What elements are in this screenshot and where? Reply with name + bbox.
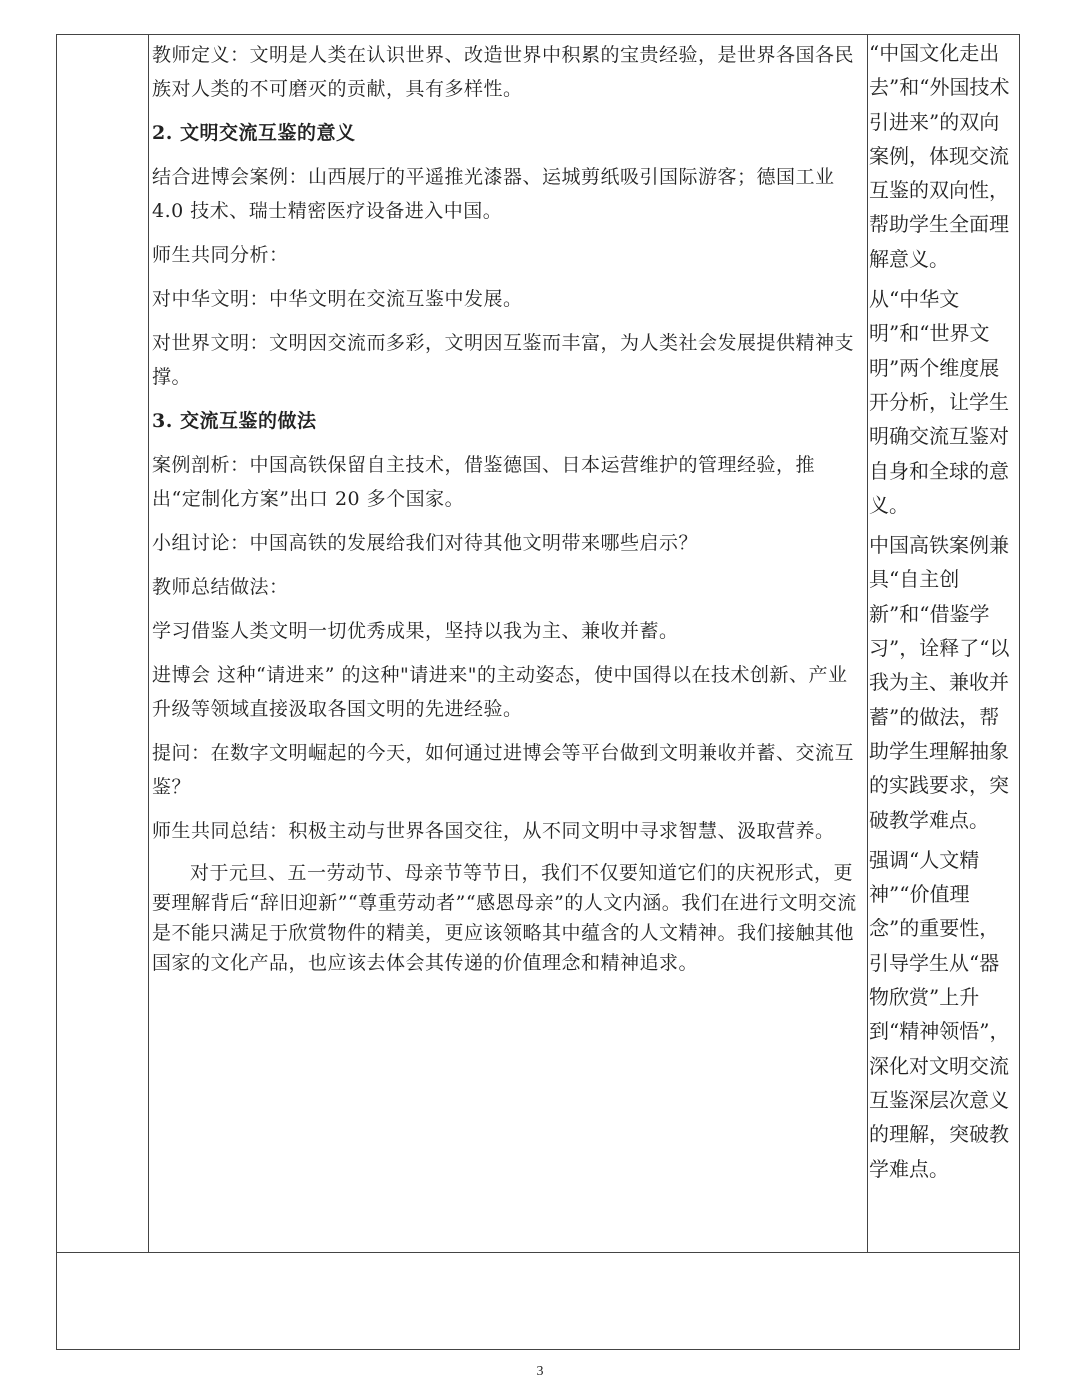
- page-number: 3: [536, 1364, 544, 1379]
- teaching-process-column: [152, 38, 864, 988]
- paragraph: 结合进博会案例：山西展厅的平遥推光漆器、运城剪纸吸引国际游客；德国工业 4.0 技术、瑞士精密医疗设备进入中国。: [152, 166, 835, 222]
- column-divider-right: [867, 34, 868, 1252]
- paragraph: 对于元旦、五一劳动节、母亲节等节日，我们不仅要知道它们的庆祝形式，更要理解背后“辞旧迎新”“尊重劳动者”“感恩母亲”的人文内涵。我们在进行文明交流是不能只满足于欣赏物件的精美，更应该领略其中蕴含的人文精神。我们接触其他国家的文化产品，也应该去体会其传递的价值理念和精神追求。: [152, 862, 857, 974]
- paragraph: 提问：在数字文明崛起的今天，如何通过进博会等平台做到文明兼收并蓄、交流互鉴？: [152, 742, 855, 798]
- design-note: 从“中华文明”和“世界文明”两个维度展开分析，让学生明确交流互鉴对自身和全球的意义。: [869, 287, 1009, 517]
- paragraph: 对中华文明：中华文明在交流互鉴中发展。: [152, 288, 523, 310]
- section-heading: 3. 交流互鉴的做法: [152, 410, 317, 432]
- design-note: 中国高铁案例兼具“自主创新”和“借鉴学习”，诠释了“以我为主、兼收并蓄”的做法，帮助学生理解抽象的实践要求，突破教学难点。: [869, 533, 1010, 832]
- paragraph: 案例剖析：中国高铁保留自主技术，借鉴德国、日本运营维护的管理经验，推出“定制化方案”出口 20 多个国家。: [152, 454, 816, 510]
- design-intent-column: [869, 36, 1019, 1192]
- row-divider: [56, 1252, 1020, 1253]
- section-heading: 2. 文明交流互鉴的意义: [152, 122, 356, 144]
- paragraph: 师生共同分析：: [152, 244, 289, 266]
- design-note: “中国文化走出去”和“外国技术引进来”的双向案例，体现交流互鉴的双向性，帮助学生全面理解意义。: [869, 41, 1010, 271]
- paragraph: 对世界文明：文明因交流而多彩，文明因互鉴而丰富，为人类社会发展提供精神支撑。: [152, 332, 855, 388]
- column-divider-left: [148, 34, 149, 1252]
- paragraph: 学习借鉴人类文明一切优秀成果，坚持以我为主、兼收并蓄。: [152, 620, 679, 642]
- paragraph: 教师总结做法：: [152, 576, 289, 598]
- paragraph: 进博会 这种“请进来” 的这种"请进来"的主动姿态，使中国得以在技术创新、产业升级等领域直接汲取各国文明的先进经验。: [152, 664, 848, 720]
- paragraph: 师生共同总结：积极主动与世界各国交往，从不同文明中寻求智慧、汲取营养。: [152, 820, 835, 842]
- paragraph: 教师定义：文明是人类在认识世界、改造世界中积累的宝贵经验，是世界各国各民族对人类的不可磨灭的贡献，具有多样性。: [152, 44, 855, 100]
- paragraph: 小组讨论：中国高铁的发展给我们对待其他文明带来哪些启示？: [152, 532, 699, 554]
- design-note: 强调“人文精神”“价值理念”的重要性，引导学生从“器物欣赏”上升到“精神领悟”，深化对文明交流互鉴深层次意义的理解，突破教学难点。: [869, 847, 1010, 1181]
